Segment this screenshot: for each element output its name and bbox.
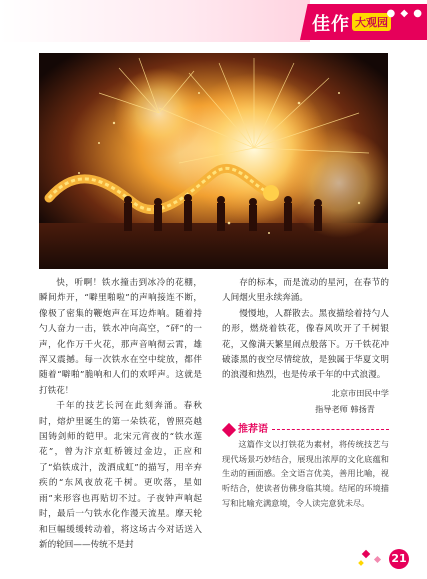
paragraph: 慢慢地，人群散去。黑夜描绘着持勺人的形，燃烧着铁花，像春风吹开了千树银花，又像满天繁星闹点般落下。万千铁花冲破漆黑的夜空尽情绽放，是独属于华夏文明的浪漫和热烈，也是传承千年的中式浪漫。	[222, 308, 389, 381]
paragraph: 存的标本，而是流动的星河，在春节的人间烟火里永续奔涌。	[222, 278, 389, 304]
photo-illustration	[39, 53, 388, 269]
column-title: 佳作	[312, 14, 350, 35]
column-subtitle-badge: 大观园	[352, 13, 391, 31]
paragraph: 快，听啊！铁水撞击到冰冷的花棚，瞬间炸开，“噼里啪啦”的声响接连不断，像极了密集的鞭炮声在耳边炸响。随着持勺人奋力一击，铁水冲向高空，“砰”的一声，化作万千火花，那声音响彻云霄，雄浑又震撼。每一次铁水在空中绽放，都伴随着“噼啪”脆响和人们的欢呼声。这就是打铁花！	[39, 278, 202, 396]
article-right-column	[222, 276, 389, 510]
advisor-teacher: 指导老师 韩扬青	[315, 403, 375, 414]
recommendation-title: 推荐语	[238, 423, 268, 435]
divider	[272, 429, 389, 431]
recommendation-text: 这篇作文以打铁花为素材，将传统技艺与现代场景巧妙结合，展现出浓厚的文化底蕴和生动的画面感。全文语言优美，善用比喻，视听结合，使读者仿佛身临其境。结尾的环境描写和比喻充满意境，令人读完意犹未尽。	[222, 439, 389, 508]
decorative-dots-icon: ● ◆ ●	[386, 8, 423, 19]
recommendation-header	[222, 422, 389, 437]
diamond-icon	[222, 422, 236, 436]
paragraph: 千年的技艺长河在此刻奔涌。春秋时，熔炉里诞生的第一朵铁花，曾照亮越国铸剑师的铠甲。北宋元宵夜的“铁水莲花”，曾为汴京虹桥镀过金边，正应和了“焰铁成汁，泼洒成虹”的描写，用辛弃疾的“东风夜放花千树。更吹落，星如雨”来形容也再贴切不过。子夜钟声响起时，最后一勺铁水化作漫天流星。摩天轮和巨幅缓缓转动着，将这场古今对话送入新的轮回——传统不是封	[39, 401, 202, 550]
author-school: 北京市田民中学	[331, 387, 389, 398]
header-gradient-strip	[0, 0, 310, 42]
fireworks-dragon-photo	[39, 53, 388, 269]
page-number: 21	[389, 549, 409, 569]
article-left-column	[39, 276, 202, 553]
page-header	[0, 0, 427, 42]
